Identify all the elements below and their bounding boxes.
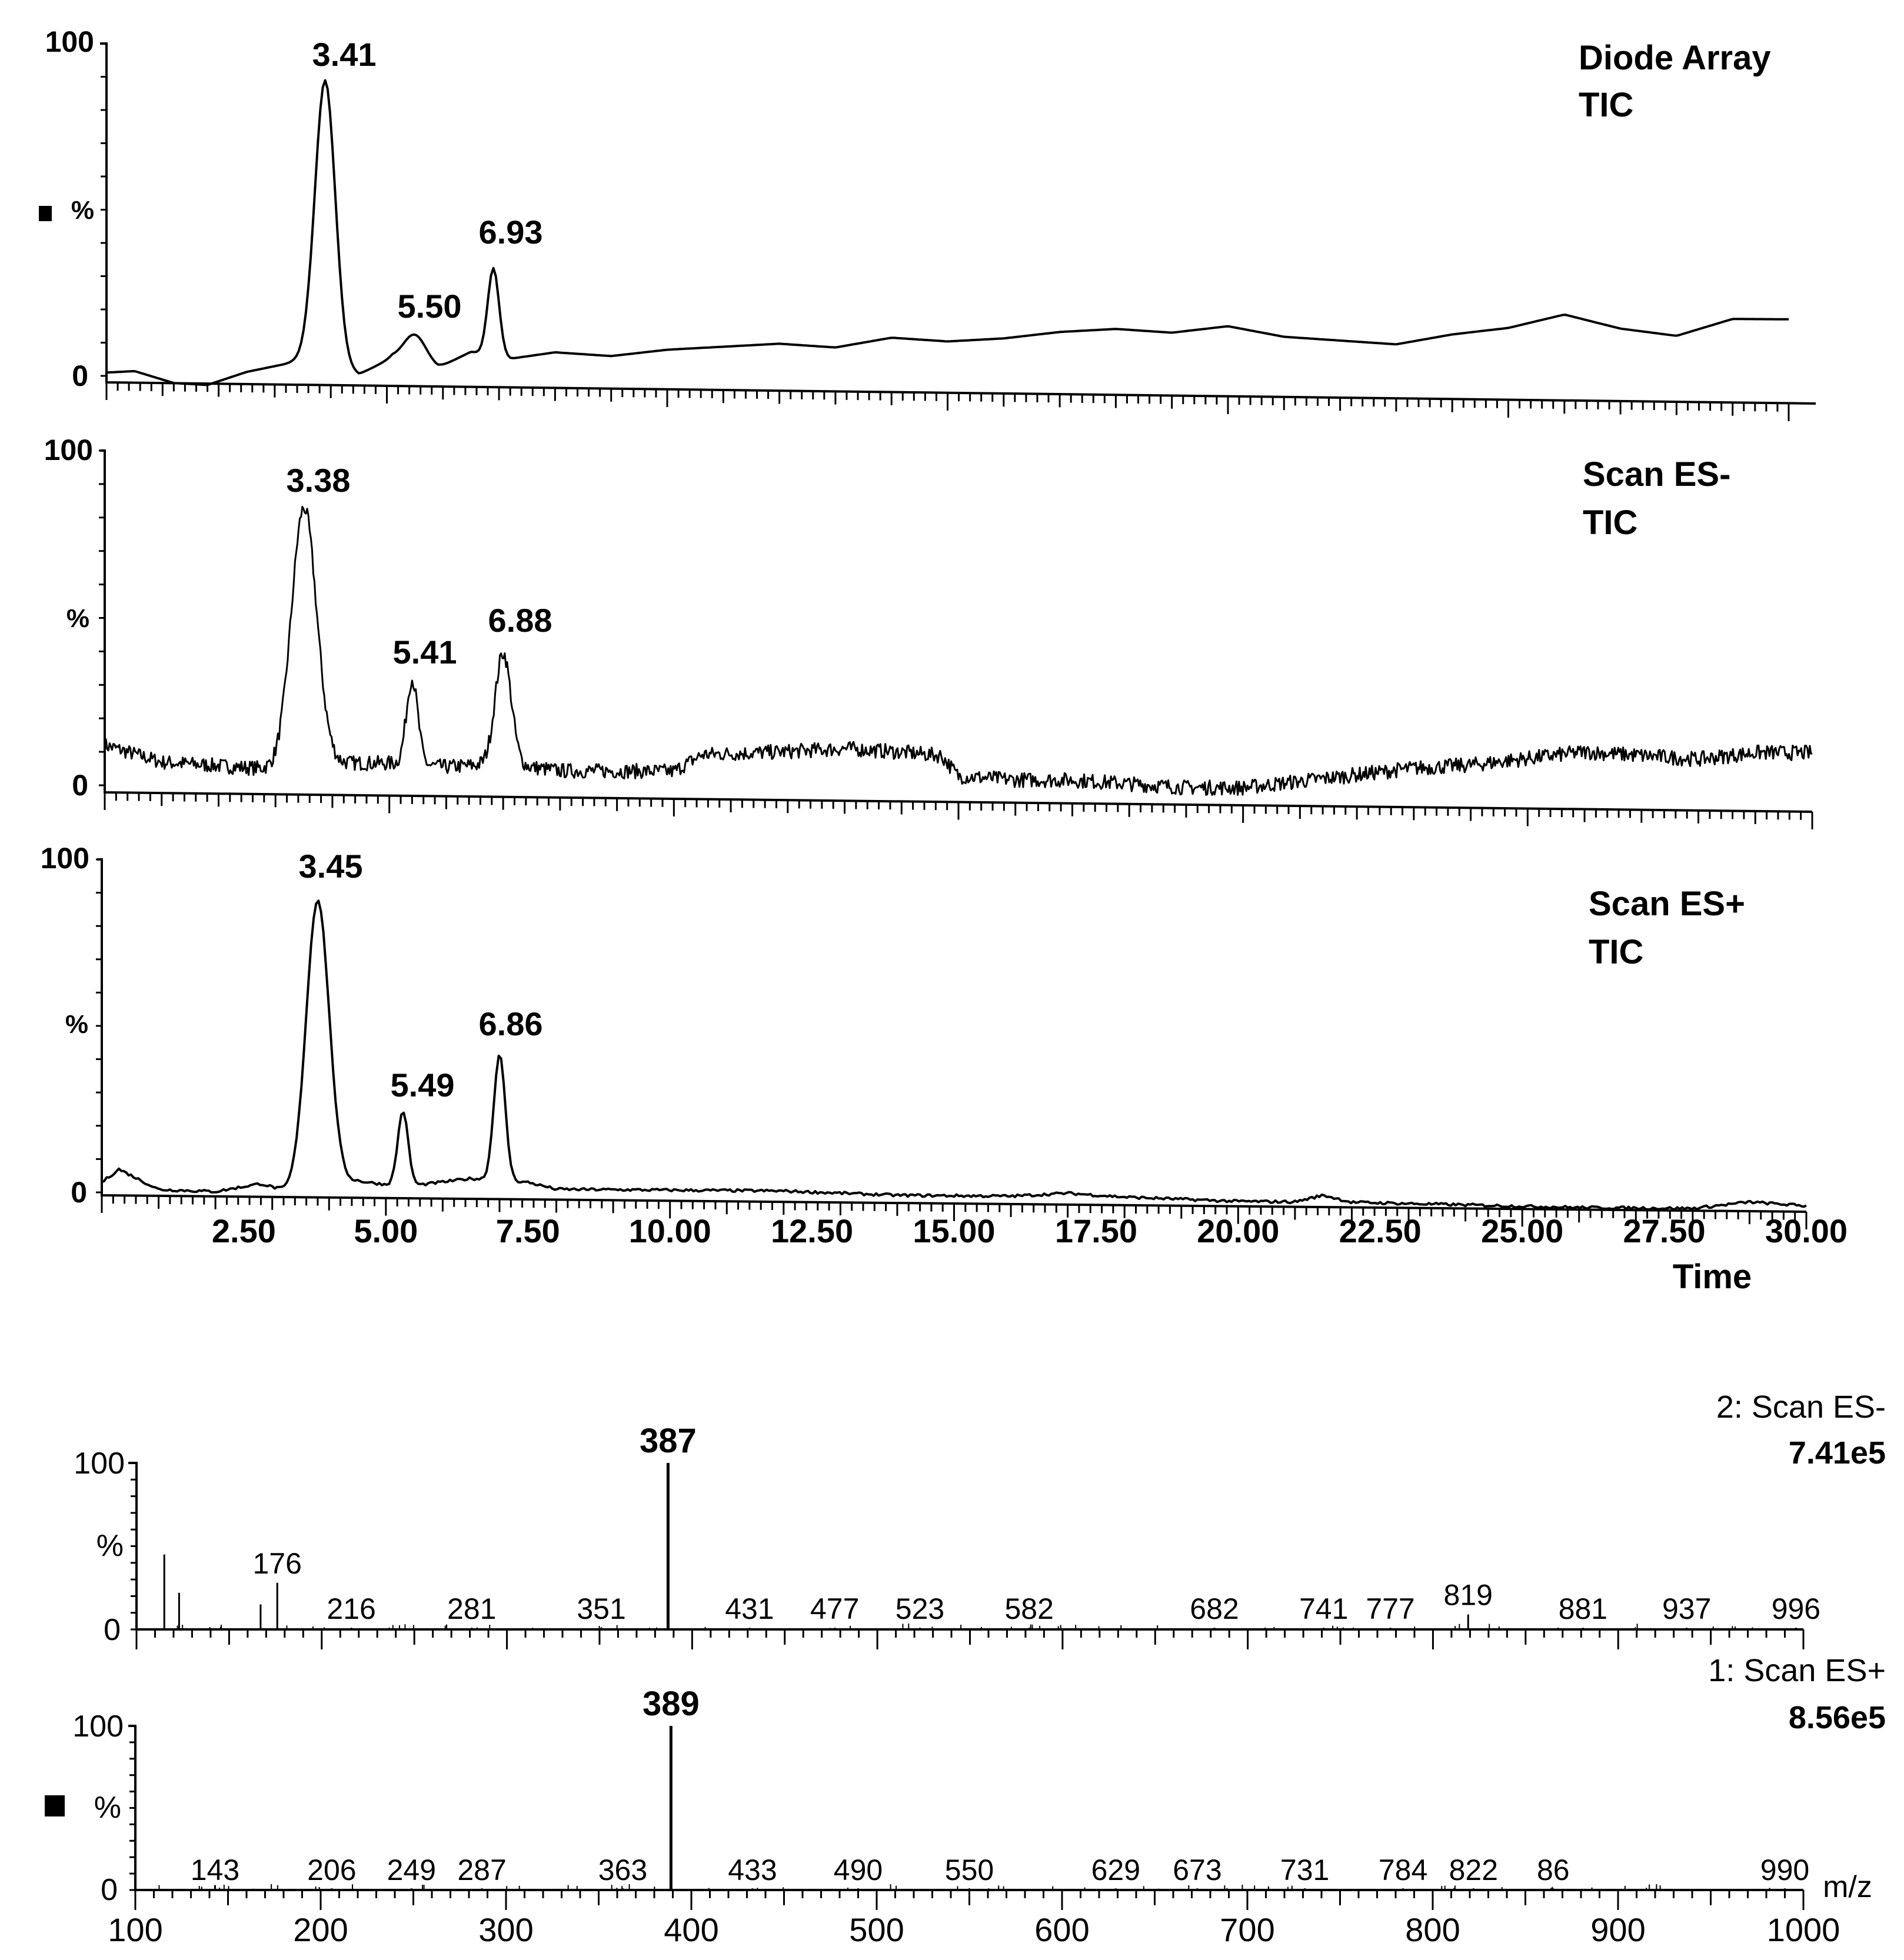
time-tick-label: 7.50 bbox=[495, 1212, 560, 1249]
time-tick-label: 25.00 bbox=[1481, 1212, 1564, 1249]
time-tick-label: 20.00 bbox=[1197, 1212, 1280, 1249]
mz-axis-labels bbox=[108, 1911, 1840, 1948]
ms-peak-label: 287 bbox=[457, 1854, 507, 1886]
mz-tick-label: 300 bbox=[478, 1911, 534, 1948]
peak-label: 6.93 bbox=[478, 214, 543, 251]
time-tick-label: 27.50 bbox=[1623, 1212, 1706, 1249]
time-tick-label: 2.50 bbox=[211, 1212, 276, 1249]
ms-peak-label: 523 bbox=[895, 1592, 945, 1625]
y-label-percent: % bbox=[96, 1529, 124, 1563]
scan-es-plus-trace bbox=[102, 901, 1806, 1209]
ms-peak-label: 582 bbox=[1004, 1592, 1054, 1625]
scan-es-minus-x-ticks bbox=[99, 451, 1812, 829]
y-label-0: 0 bbox=[71, 1176, 87, 1209]
chromatogram-diode-array bbox=[39, 25, 1816, 421]
ms-peak-label: 937 bbox=[1662, 1592, 1712, 1625]
peak-label: 5.41 bbox=[392, 634, 457, 671]
y-label-100: 100 bbox=[40, 842, 89, 875]
spectrum-title: 2: Scan ES- bbox=[1716, 1389, 1886, 1425]
mz-tick-label: 1000 bbox=[1766, 1911, 1840, 1948]
y-label-0: 0 bbox=[72, 769, 88, 802]
ms-peak-label: 550 bbox=[944, 1854, 994, 1886]
ms-es-minus-x-ticks bbox=[131, 1463, 1803, 1649]
chromatogram-scan-es-minus bbox=[44, 434, 1812, 829]
ms-peak-label: 363 bbox=[598, 1854, 648, 1886]
peak-label: 5.49 bbox=[390, 1066, 455, 1104]
ms-peak-label: 682 bbox=[1190, 1592, 1239, 1625]
y-label-percent: % bbox=[71, 196, 94, 225]
ms-peak-label: 819 bbox=[1443, 1578, 1493, 1612]
spectrum-intensity: 8.56e5 bbox=[1788, 1700, 1886, 1735]
mz-axis-title: m/z bbox=[1823, 1870, 1872, 1904]
spectrum-intensity: 7.41e5 bbox=[1788, 1435, 1886, 1471]
ms-peak-label: 477 bbox=[810, 1592, 860, 1625]
trace-title: Scan ES- bbox=[1583, 455, 1731, 494]
ms-peak-label: 143 bbox=[190, 1854, 240, 1886]
peak-label: 6.86 bbox=[478, 1005, 543, 1042]
time-tick-label: 12.50 bbox=[771, 1212, 854, 1249]
time-tick-label: 17.50 bbox=[1054, 1212, 1137, 1249]
mz-tick-label: 100 bbox=[108, 1911, 163, 1948]
ms-peak-label: 86 bbox=[1536, 1854, 1570, 1886]
mz-tick-label: 500 bbox=[849, 1911, 904, 1948]
mass-spectrum-es-minus bbox=[74, 1389, 1886, 1649]
y-label-0: 0 bbox=[104, 1613, 121, 1647]
mass-spectrum-es-plus bbox=[45, 1653, 1886, 1948]
ms-peak-label: 731 bbox=[1280, 1854, 1330, 1886]
time-tick-label: 10.00 bbox=[628, 1212, 711, 1249]
trace-title: Diode Array bbox=[1579, 39, 1771, 77]
scan-es-minus-trace bbox=[105, 506, 1812, 795]
ms-peak-label: 996 bbox=[1771, 1592, 1821, 1625]
diode-array-trace bbox=[106, 81, 1789, 385]
ms-peak-label: 881 bbox=[1558, 1592, 1608, 1625]
mz-tick-label: 900 bbox=[1590, 1911, 1646, 1948]
ms-peak-label: 777 bbox=[1366, 1592, 1415, 1625]
peak-label: 3.41 bbox=[312, 36, 377, 73]
ms-peak-label: 433 bbox=[728, 1854, 777, 1886]
peak-label: 5.50 bbox=[397, 288, 462, 325]
ms-es-minus-axes bbox=[128, 1463, 1803, 1629]
mz-tick-label: 800 bbox=[1405, 1911, 1460, 1948]
ms-peak-label: 351 bbox=[577, 1592, 626, 1625]
mz-tick-label: 200 bbox=[293, 1911, 348, 1948]
y-label-percent: % bbox=[94, 1791, 121, 1825]
ms-peak-label: 176 bbox=[252, 1546, 302, 1580]
ms-es-plus-peaks bbox=[159, 1685, 1809, 1890]
ms-peak-label: 629 bbox=[1091, 1854, 1141, 1886]
y-label-100: 100 bbox=[74, 1446, 125, 1481]
peak-label: 3.38 bbox=[286, 462, 351, 499]
y-label-percent: % bbox=[65, 1010, 88, 1039]
ms-peak-label: 741 bbox=[1299, 1592, 1349, 1625]
time-axis-title: Time bbox=[1672, 1258, 1752, 1296]
mz-tick-label: 600 bbox=[1034, 1911, 1090, 1948]
y-label-0: 0 bbox=[72, 359, 88, 392]
trace-subtitle: TIC bbox=[1579, 86, 1634, 124]
ms-peak-label: 990 bbox=[1760, 1854, 1810, 1886]
trace-subtitle: TIC bbox=[1583, 504, 1638, 542]
scan-es-plus-axes bbox=[97, 859, 1806, 1212]
ms-peak-label: 216 bbox=[327, 1592, 376, 1625]
ms-es-minus-peaks bbox=[164, 1422, 1820, 1629]
peak-label: 3.45 bbox=[298, 848, 363, 885]
diode-array-axes bbox=[100, 44, 1816, 404]
time-tick-label: 22.50 bbox=[1339, 1212, 1422, 1249]
ms-peak-label: 281 bbox=[447, 1592, 497, 1625]
ms-peak-label: 389 bbox=[642, 1685, 700, 1723]
y-label-100: 100 bbox=[44, 434, 93, 466]
time-tick-label: 15.00 bbox=[913, 1212, 996, 1249]
time-tick-label: 30.00 bbox=[1765, 1212, 1848, 1249]
spectrum-title: 1: Scan ES+ bbox=[1708, 1653, 1886, 1688]
trace-subtitle: TIC bbox=[1589, 933, 1644, 971]
ms-peak-label: 784 bbox=[1378, 1854, 1428, 1886]
ms-peak-label: 822 bbox=[1449, 1854, 1499, 1886]
ms-peak-label: 431 bbox=[725, 1592, 774, 1625]
ms-peak-label: 673 bbox=[1173, 1854, 1222, 1886]
ms-peak-label: 206 bbox=[307, 1854, 357, 1886]
peak-label: 6.88 bbox=[488, 602, 552, 639]
diode-array-x-ticks bbox=[101, 44, 1789, 421]
scan-es-minus-axes bbox=[100, 451, 1812, 812]
marker-square-icon bbox=[39, 206, 52, 221]
time-axis-ticks bbox=[96, 859, 1806, 1229]
time-tick-label: 5.00 bbox=[354, 1212, 418, 1249]
ms-peak-label: 249 bbox=[387, 1854, 437, 1886]
y-label-percent: % bbox=[66, 604, 89, 633]
mz-tick-label: 400 bbox=[664, 1911, 719, 1948]
y-label-0: 0 bbox=[101, 1873, 118, 1907]
marker-square-icon bbox=[45, 1795, 65, 1816]
ms-peak-label: 490 bbox=[833, 1854, 883, 1886]
mz-tick-label: 700 bbox=[1220, 1911, 1275, 1948]
chromatogram-scan-es-plus bbox=[41, 842, 1848, 1296]
trace-title: Scan ES+ bbox=[1589, 885, 1745, 923]
y-label-100: 100 bbox=[72, 1709, 124, 1744]
y-label-100: 100 bbox=[45, 25, 94, 58]
ms-peak-label: 387 bbox=[640, 1422, 697, 1460]
